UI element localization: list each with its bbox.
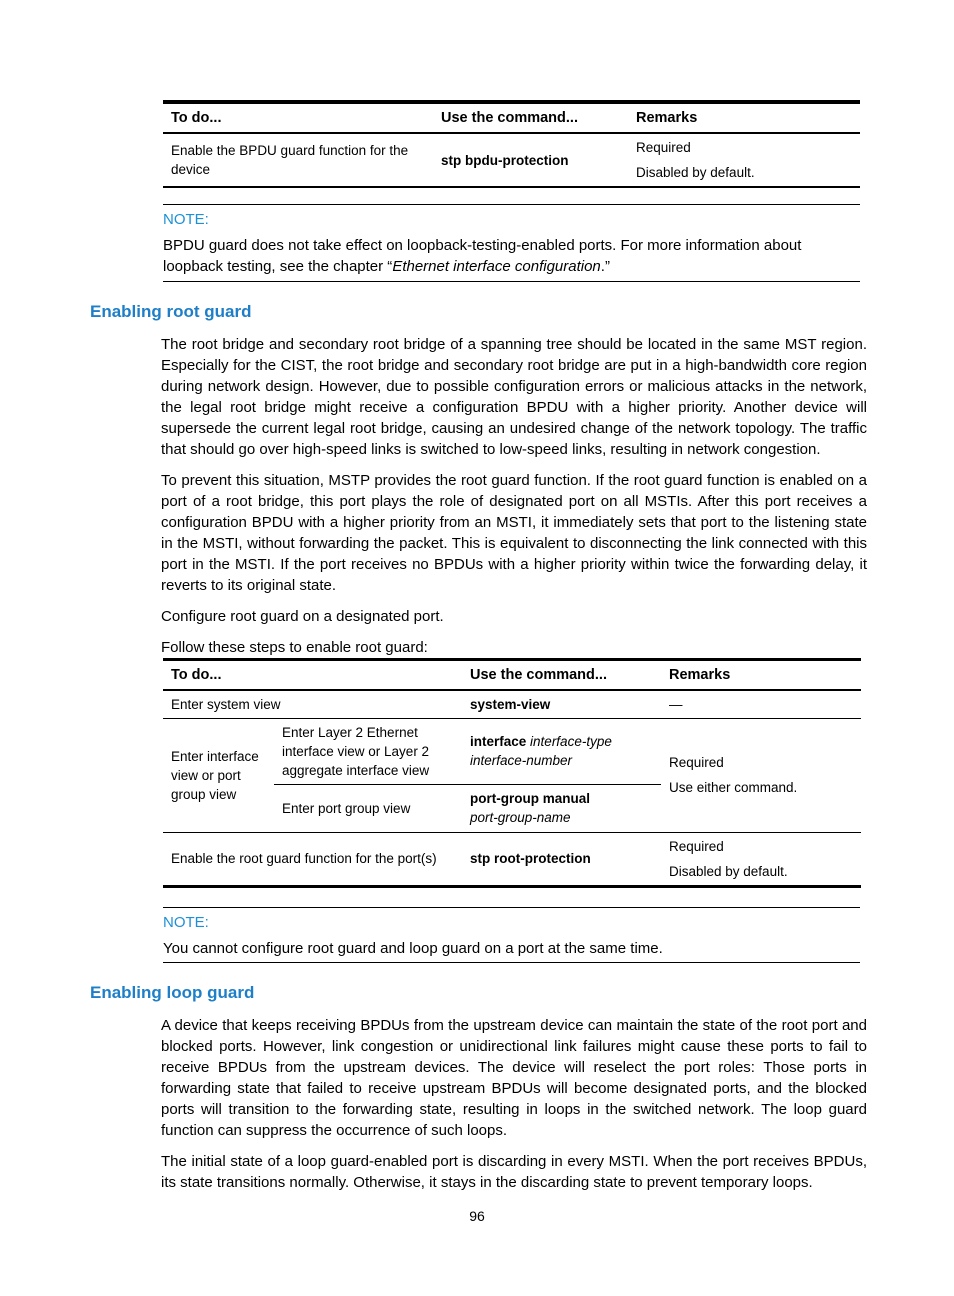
table-cell-group-label: Enter interface view or port group view: [163, 718, 274, 832]
command-argument: port-group-name: [470, 810, 571, 825]
table-header-todo: To do...: [163, 660, 462, 691]
command-keyword: interface: [470, 734, 527, 749]
remark-line: Disabled by default.: [636, 165, 755, 180]
remark-line: Disabled by default.: [669, 863, 788, 879]
note-text: You cannot configure root guard and loop guard on a port at the same time.: [163, 940, 663, 957]
note-text: [163, 235, 860, 277]
note-bottom-rule: [163, 962, 860, 963]
table-header-command: Use the command...: [433, 102, 628, 133]
table-row: [163, 133, 860, 187]
table-cell-subtask: Enter port group view: [274, 784, 462, 832]
note-box: [163, 211, 860, 277]
table-row: [163, 832, 861, 886]
note-bottom-rule: [163, 281, 860, 282]
note-top-rule: [163, 907, 860, 908]
table-cell-todo: Enable the root guard function for the port(s): [163, 832, 462, 886]
table-cell-remarks: [661, 718, 861, 832]
table-cell-todo: Enable the BPDU guard function for the device: [171, 143, 409, 177]
table-cell-command: system-view: [470, 696, 551, 712]
section-heading-root-guard: Enabling root guard: [90, 302, 252, 321]
section-heading-loop-guard: Enabling loop guard: [90, 983, 255, 1002]
page-number: 96: [469, 1208, 485, 1224]
bpdu-guard-command-table: [163, 100, 860, 188]
remark-line: Use either command.: [669, 780, 798, 795]
table-cell-command: [462, 784, 661, 832]
note-text-part: BPDU guard does not take effect on loopback-testing-enabled ports. For more information about loopback testing, see the chapter “: [163, 237, 802, 275]
table-row: [163, 718, 861, 784]
paragraph: Follow these steps to enable root guard:: [161, 639, 428, 656]
note-chapter-reference: Ethernet interface configuration: [392, 258, 601, 275]
table-cell-remarks: [661, 832, 861, 886]
table-cell-remarks: —: [669, 696, 683, 712]
table-header-todo: To do...: [163, 102, 433, 133]
remark-line: Required: [669, 838, 724, 854]
table-cell-command: stp bpdu-protection: [441, 152, 569, 168]
note-label: NOTE:: [163, 914, 209, 931]
remark-line: Required: [636, 140, 691, 155]
table-cell-command: [462, 718, 661, 784]
paragraph: Configure root guard on a designated port.: [161, 608, 444, 625]
table-header-remarks: Remarks: [628, 102, 860, 133]
note-box: [163, 914, 860, 959]
note-top-rule: [163, 204, 860, 205]
table-cell-command: stp root-protection: [462, 832, 661, 886]
paragraph: A device that keeps receiving BPDUs from the upstream device can maintain the state of the root port and blocked ports. However, link congestion or unidirectional link failures might cause these ports to fail to receive BPDUs from the upstream devices. The device will reselect the port roles: Those ports in forwarding state that failed to receive upstream BPDUs will become designated ports, and the blocked ports will transition to the forwarding state, resulting in loops in the switched network. The loop guard function can suppress the occurrence of such loops.: [161, 1017, 867, 1139]
root-guard-command-table: [163, 658, 861, 888]
table-cell-subtask: Enter Layer 2 Ethernet interface view or Layer 2 aggregate interface view: [274, 718, 462, 784]
table-cell-todo: Enter system view: [171, 696, 281, 712]
table-header-remarks: Remarks: [661, 660, 861, 691]
command-keyword: port-group manual: [470, 791, 590, 806]
paragraph: The root bridge and secondary root bridge of a spanning tree should be located in the same MST region. Especially for the CIST, the root bridge and secondary root bridge are put in a high-bandwidth core region during network design. However, due to possible configuration errors or malicious attacks in the network, the legal root bridge might receive a configuration BPDU with a higher priority. Another device will supersede the current legal root bridge, causing an undesired change of the network topology. The traffic that should go over high-speed links is switched to low-speed links, resulting in network congestion.: [161, 336, 867, 458]
table-row: [163, 690, 861, 718]
paragraph: The initial state of a loop guard-enabled port is discarding in every MSTI. When the port receives BPDUs, its state transitions normally. Otherwise, it stays in the discarding state to prevent temporary loops.: [161, 1153, 867, 1191]
table-header-command: Use the command...: [462, 660, 661, 691]
note-text-part: .”: [600, 258, 610, 275]
remark-line: Required: [669, 755, 724, 770]
table-cell-remarks: [628, 133, 860, 187]
note-label: NOTE:: [163, 211, 209, 228]
command-argument: interface-type interface-number: [470, 734, 612, 768]
paragraph: To prevent this situation, MSTP provides the root guard function. If the root guard function is enabled on a port of a root bridge, this port plays the role of designated port on all MSTIs. After this port receives a configuration BPDU with a higher priority from an MSTI, it immediately sets that port to the listening state in the MSTI, without forwarding the packet. This is equivalent to disconnecting the link connected with this port in the MSTI. If the port receives no BPDUs with a higher priority within twice the forwarding delay, it reverts to its original state.: [161, 472, 867, 594]
